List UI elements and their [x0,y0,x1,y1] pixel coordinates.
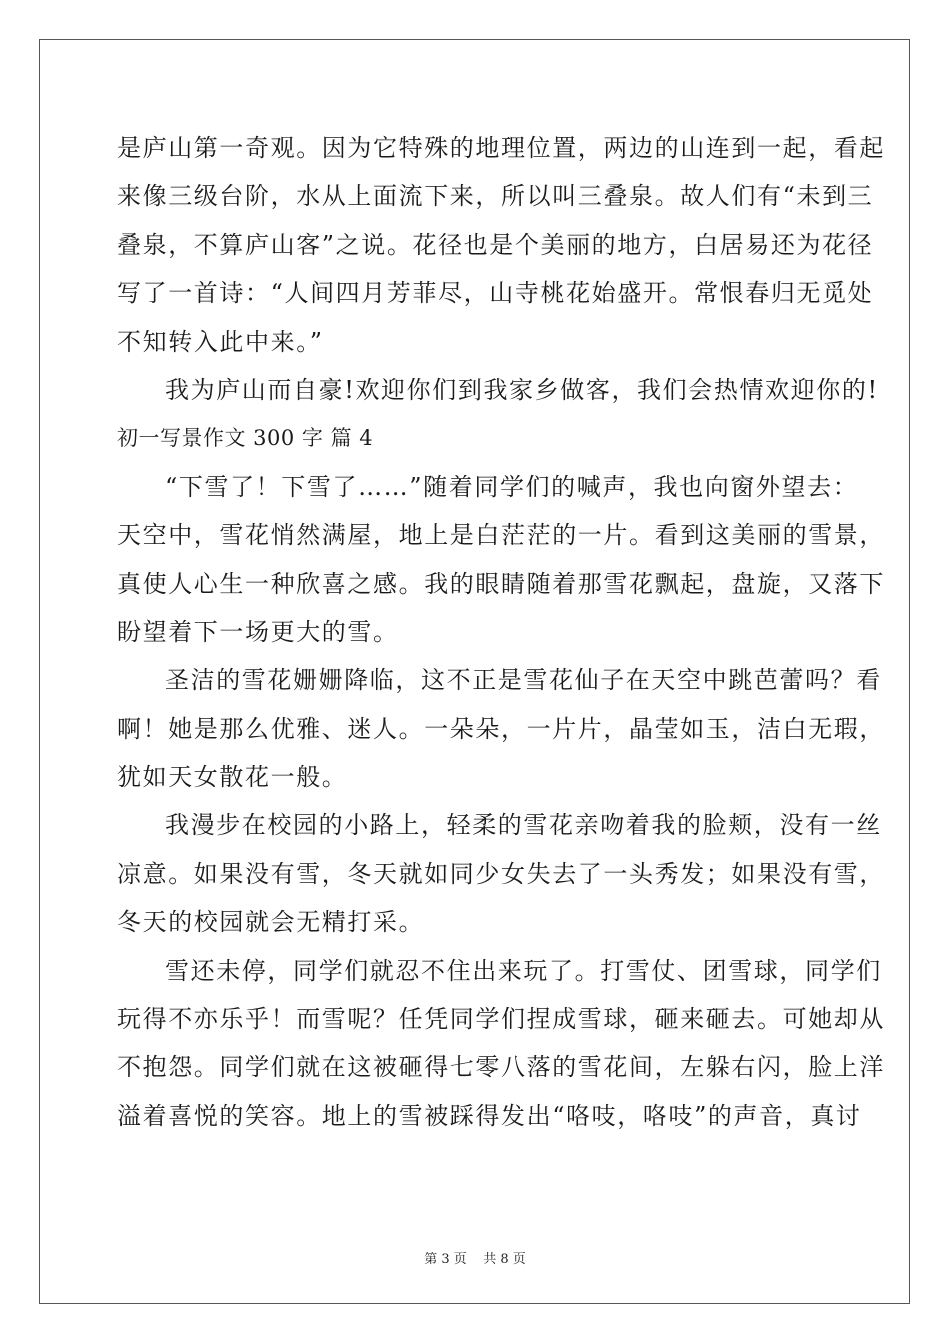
text-line: 溢着喜悦的笑容。地上的雪被踩得发出“咯吱，咯吱”的声音，真讨 [117,1101,862,1130]
text-line: 犹如天女散花一般。 [117,763,348,792]
text-line: 凉意。如果没有雪，冬天就如同少女失去了一头秀发；如果没有雪， [117,859,885,888]
text-line: 玩得不亦乐乎！而雪呢？任凭同学们捏成雪球，砸来砸去。可她却从 [117,1005,885,1034]
text-line: 圣洁的雪花姗姗降临，这不正是雪花仙子在天空中跳芭蕾吗？看 [165,666,882,695]
text-line: 雪还未停，同学们就忍不住出来玩了。打雪仗、团雪球，同学们 [165,956,882,985]
text-line: 冬天的校园就会无精打采。 [117,908,425,937]
text-line: 天空中，雪花悄然满屋，地上是白茫茫的一片。看到这美丽的雪景， [117,521,885,550]
text-line: 盼望着下一场更大的雪。 [117,617,399,646]
text-line: 真使人心生一种欣喜之感。我的眼睛随着那雪花飘起，盘旋，又落下 [117,569,885,598]
text-line: 来像三级台阶，水从上面流下来，所以叫三叠泉。故人们有“未到三 [117,182,874,211]
section-heading: 初一写景作文 300 字 篇 4 [117,426,374,451]
page-footer [0,1248,950,1267]
text-line: 啊！她是那么优雅、迷人。一朵朵，一片片，晶莹如玉，洁白无瑕， [117,714,885,743]
text-line: 叠泉，不算庐山客”之说。花径也是个美丽的地方，白居易还为花径 [117,230,874,259]
document-body [117,124,885,1140]
text-line: 我漫步在校园的小路上，轻柔的雪花亲吻着我的脸颊，没有一丝 [165,811,882,840]
text-line: 我为庐山而自豪!欢迎你们到我家乡做客，我们会热情欢迎你的! [165,375,879,404]
page-number: 第 3 页 [424,1252,467,1267]
page-total: 共 8 页 [483,1252,526,1267]
text-line: “下雪了！下雪了……”随着同学们的喊声，我也向窗外望去： [165,472,859,501]
text-line: 是庐山第一奇观。因为它特殊的地理位置，两边的山连到一起，看起 [117,134,885,162]
text-line: 写了一首诗：“人间四月芳菲尽，山寺桃花始盛开。常恨春归无觅处 [117,279,874,308]
text-line: 不抱怨。同学们就在这被砸得七零八落的雪花间，左躲右闪，脸上洋 [117,1053,885,1082]
text-line: 不知转入此中来。” [117,327,324,356]
